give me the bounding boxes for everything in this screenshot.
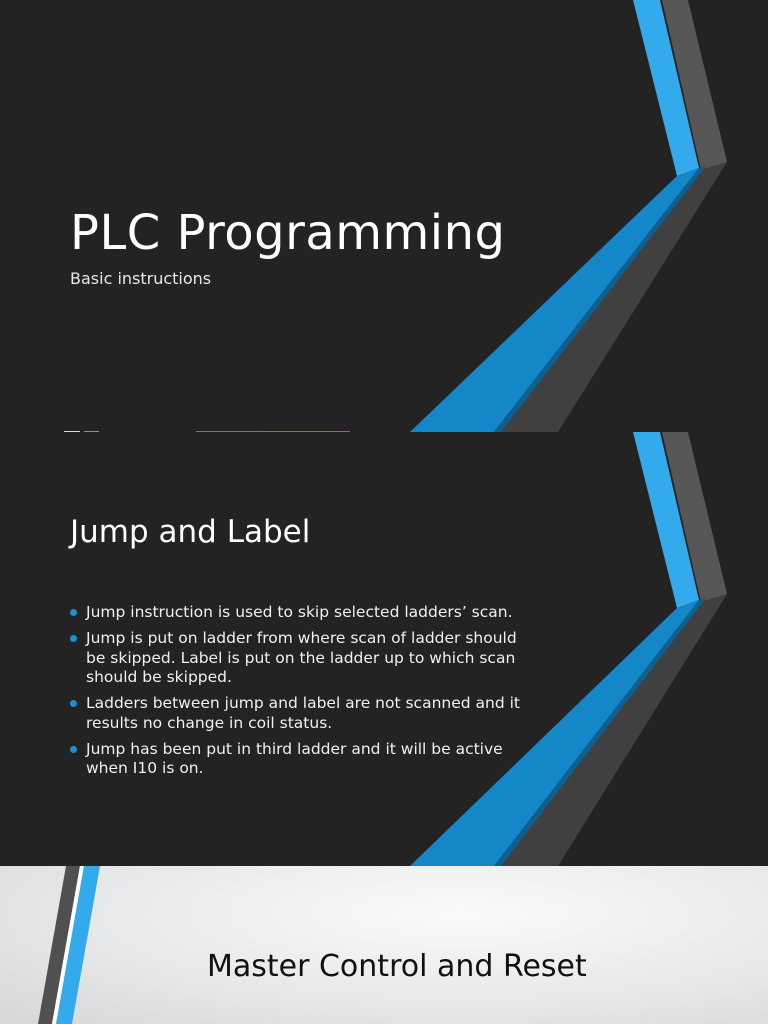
bullet-text: Jump is put on ladder from where scan of ladder should be skipped. Label is put on the ladder up to which scan should be skipped. <box>86 629 517 686</box>
slide-title-heading: PLC Programming <box>70 205 506 261</box>
slide-title[interactable] <box>0 0 768 432</box>
blue-stripe-shadow <box>494 166 706 432</box>
slide-heading: Jump and Label <box>70 514 311 550</box>
bullet-text: Ladders between jump and label are not scanned and it results no change in coil status. <box>86 694 520 732</box>
bullet-dot-icon <box>70 609 77 616</box>
slide-master-control[interactable] <box>0 866 768 1024</box>
slide-jump-and-label[interactable] <box>0 432 768 866</box>
grey-stripe-lower <box>500 162 727 432</box>
bullet-item <box>70 603 530 623</box>
decorative-slanted-stripes <box>0 866 768 1024</box>
slide-subtitle: Basic instructions <box>70 269 212 288</box>
bullet-text: Jump instruction is used to skip selected ladders’ scan. <box>86 603 513 621</box>
bullet-dot-icon <box>70 635 77 642</box>
bullet-item <box>70 694 530 733</box>
bullet-item <box>70 629 530 688</box>
bullet-dot-icon <box>70 746 77 753</box>
bullet-item <box>70 740 530 779</box>
slide-heading: Master Control and Reset <box>207 949 587 984</box>
bullet-dot-icon <box>70 700 77 707</box>
bullet-text: Jump has been put in third ladder and it will be active when I10 is on. <box>86 739 503 777</box>
bullet-list <box>70 603 530 785</box>
grey-stripe-lower <box>500 594 727 866</box>
